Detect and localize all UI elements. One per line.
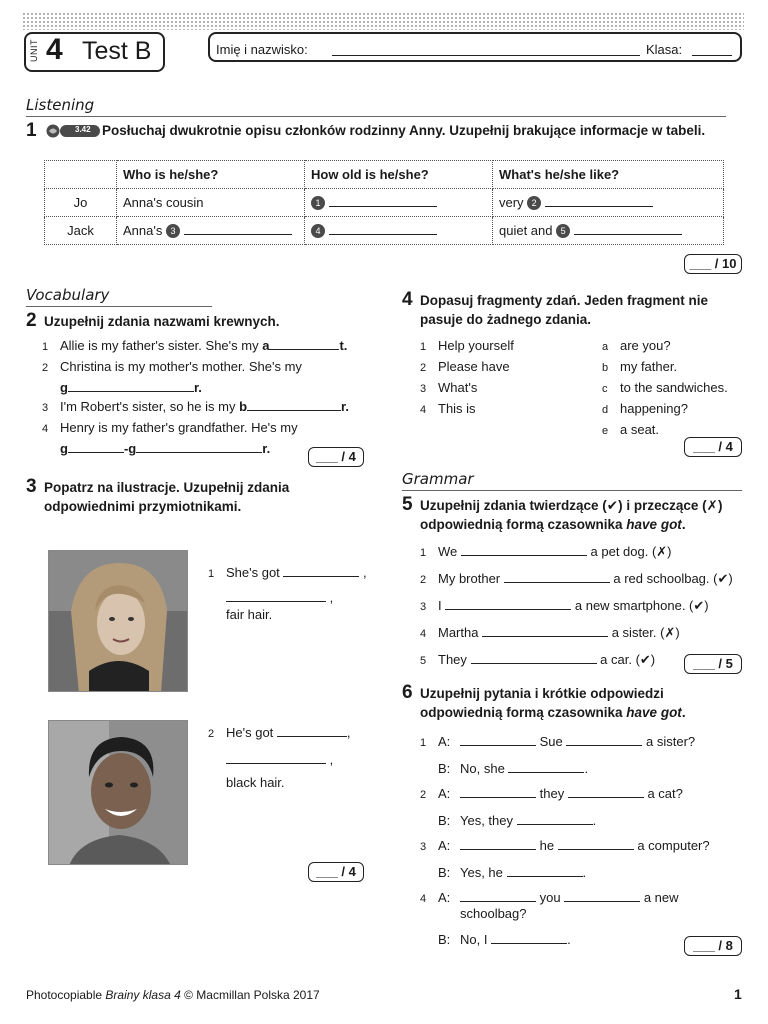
answer-blank[interactable] — [508, 761, 584, 773]
row-age — [305, 189, 493, 217]
item-number: 4 — [420, 404, 427, 416]
item-text-end: a new smartphone. (✔) — [574, 598, 709, 613]
answer-blank[interactable] — [504, 571, 610, 583]
q5-instruction-line1: Uzupełnij zdania twierdzące (✔) i przeczące (✗) — [420, 498, 723, 513]
answer-blank[interactable] — [329, 223, 437, 235]
answer-blank[interactable] — [329, 195, 437, 207]
answer-blank[interactable] — [568, 786, 644, 798]
q3-item2-line2 — [226, 750, 333, 769]
q3-item2-tail: black hair. — [226, 775, 285, 790]
item-number: 3 — [42, 402, 49, 414]
q3-number: 3 — [26, 476, 37, 497]
answer-blank[interactable] — [564, 890, 640, 902]
item-number: 2 — [42, 362, 49, 374]
item-text: Christina is my mother's mother. She's my — [60, 359, 302, 374]
item-text: Yes, they — [460, 813, 514, 828]
item-mid-letter: -g — [123, 441, 137, 456]
item-comma: , — [363, 565, 367, 580]
item-number: 1 — [420, 737, 427, 749]
item-text: They — [438, 652, 467, 667]
answer-blank[interactable] — [277, 725, 347, 737]
item-number: 3 — [420, 601, 427, 613]
q3-instruction-line1: Popatrz na ilustracje. Uzupełnij zdania — [44, 480, 290, 495]
list-item — [420, 620, 733, 647]
speaker-a: A: — [438, 786, 451, 801]
answer-blank[interactable] — [136, 441, 262, 453]
table-corner — [45, 161, 117, 189]
answer-number-badge: 5 — [556, 224, 570, 238]
answer-blank[interactable] — [269, 338, 339, 350]
q4-instruction-line2: pasuje do żadnego zdania. — [420, 312, 592, 327]
item-number: 2 — [420, 789, 427, 801]
list-item: B: Yes, he . — [420, 860, 710, 885]
item-letter: a — [602, 341, 609, 353]
q5-instruction-text: odpowiednią formą czasownika — [420, 517, 627, 532]
answer-blank[interactable] — [574, 223, 682, 235]
answer-blank[interactable] — [545, 195, 653, 207]
q3-item1-tail: fair hair. — [226, 607, 273, 622]
answer-blank[interactable] — [517, 813, 593, 825]
table-header-who: Who is he/she? — [117, 161, 305, 189]
q2-list — [42, 336, 372, 458]
row-age — [305, 217, 493, 245]
q5-instruction — [420, 496, 722, 534]
item-number: 2 — [420, 362, 427, 374]
answer-blank[interactable] — [558, 838, 634, 850]
header-dots — [22, 12, 744, 30]
speaker-a: A: — [438, 838, 451, 853]
item-text: they — [539, 786, 565, 801]
q4-number: 4 — [402, 289, 413, 310]
grammar-divider — [402, 490, 742, 491]
item-text-end: a car. (✔) — [600, 652, 656, 667]
speaker-a: A: — [438, 734, 451, 749]
item-letter: e — [602, 425, 609, 437]
answer-blank[interactable] — [460, 838, 536, 850]
q4-instruction-line1: Dopasuj fragmenty zdań. Jeden fragment nie — [420, 293, 709, 308]
list-item — [420, 593, 733, 620]
unit-label: UNIT — [29, 39, 39, 62]
table-header-age: How old is he/she? — [305, 161, 493, 189]
track-number: 3.42 — [75, 125, 91, 134]
item-comma: , — [329, 590, 334, 605]
item-text: My brother — [438, 571, 501, 586]
item-letter: d — [602, 404, 609, 416]
table-header-like: What's he/she like? — [493, 161, 724, 189]
q6-instruction-line2 — [420, 703, 686, 722]
item-start-letter: g — [60, 380, 68, 395]
item-end-letter: t. — [339, 338, 348, 353]
list-item-cont — [42, 378, 372, 397]
footer-copyright — [26, 988, 320, 1002]
q6-instruction-period: . — [681, 705, 686, 720]
item-end-letter: r. — [193, 380, 202, 395]
class-field[interactable] — [692, 55, 732, 56]
q4-left-list — [420, 336, 514, 420]
item-number: 4 — [420, 628, 427, 640]
answer-number-badge: 1 — [311, 196, 325, 210]
q5-list — [420, 539, 733, 674]
item-text: happening? — [620, 401, 688, 416]
item-start-letter: a — [262, 338, 270, 353]
item-text: Yes, he — [460, 865, 503, 880]
item-comma: , — [346, 725, 351, 740]
list-item — [602, 378, 728, 399]
item-text: I — [438, 598, 442, 613]
answer-blank[interactable] — [226, 752, 326, 764]
list-item — [420, 566, 733, 593]
answer-blank[interactable] — [247, 399, 341, 411]
list-item — [420, 729, 710, 756]
row-name: Jack — [45, 217, 117, 245]
item-text-end: a new — [643, 890, 679, 905]
list-item — [420, 378, 514, 399]
row-who — [117, 217, 305, 245]
answer-blank[interactable] — [68, 441, 124, 453]
item-text: We — [438, 544, 458, 559]
q6-number: 6 — [402, 682, 413, 703]
item-text: Sue — [539, 734, 563, 749]
item-text-end: a sister? — [646, 734, 696, 749]
answer-blank[interactable] — [283, 565, 359, 577]
list-item — [420, 781, 710, 808]
q2-number: 2 — [26, 310, 37, 331]
item-text: No, I — [460, 932, 488, 947]
list-item — [602, 336, 728, 357]
row-who: Anna's cousin — [117, 189, 305, 217]
item-text: he — [539, 838, 555, 853]
answer-blank[interactable] — [460, 786, 536, 798]
answer-blank[interactable] — [461, 544, 587, 556]
vocabulary-heading: Vocabulary — [26, 286, 110, 304]
item-number: 3 — [420, 383, 427, 395]
listening-divider — [26, 116, 726, 117]
item-text-end: a cat? — [647, 786, 683, 801]
item-text-end: a pet dog. (✗) — [590, 544, 672, 559]
answer-blank[interactable] — [471, 652, 597, 664]
q1-score: ___ / 10 — [684, 254, 742, 274]
item-text: Henry is my father's grandfather. He's my — [60, 420, 298, 435]
q3-score: ___ / 4 — [308, 862, 364, 882]
item-text: are you? — [620, 338, 671, 353]
test-title: Test B — [82, 37, 152, 65]
item-text: Help yourself — [438, 338, 514, 353]
class-label: Klasa: — [646, 42, 683, 57]
q4-instruction — [420, 291, 708, 329]
item-number: 1 — [42, 341, 49, 353]
q3-item1 — [208, 563, 367, 584]
answer-blank[interactable] — [566, 734, 642, 746]
item-end-letter: r. — [341, 399, 350, 414]
row-like-text: very — [499, 194, 524, 210]
footer-text: Photocopiable — [26, 988, 106, 1002]
list-item — [420, 336, 514, 357]
grammar-heading: Grammar — [402, 470, 474, 488]
item-comma: , — [329, 752, 334, 767]
item-number: 1 — [208, 568, 215, 580]
list-item — [420, 833, 710, 860]
listening-table — [44, 160, 724, 245]
name-label: Imię i nazwisko: — [216, 42, 308, 57]
unit-number: 4 — [46, 33, 63, 66]
q3-instruction-line2: odpowiednimi przymiotnikami. — [44, 499, 242, 514]
answer-blank[interactable] — [460, 734, 536, 746]
item-text-end: a computer? — [637, 838, 710, 853]
item-start-letter: g — [60, 441, 68, 456]
q1-number: 1 — [26, 120, 37, 141]
q6-instruction-verb: have got — [626, 705, 682, 720]
q6-instruction-text: odpowiednią formą czasownika — [420, 705, 627, 720]
answer-number-badge: 3 — [166, 224, 180, 238]
item-text: Please have — [438, 359, 510, 374]
list-item-cont: schoolbag? — [460, 906, 527, 921]
item-number: 3 — [420, 841, 427, 853]
item-end-letter: r. — [262, 441, 271, 456]
q6-list — [420, 729, 710, 952]
row-like — [493, 217, 724, 245]
answer-blank[interactable] — [184, 223, 292, 235]
q1-instruction: Posłuchaj dwukrotnie opisu członków rodzinny Anny. Uzupełnij brakujące informacje w tabeli. — [102, 123, 706, 138]
item-number: 4 — [420, 893, 427, 905]
q6-instruction-line1: Uzupełnij pytania i krótkie odpowiedzi — [420, 686, 664, 701]
item-text-end: a red schoolbag. (✔) — [613, 571, 733, 586]
item-number: 2 — [420, 574, 427, 586]
table-row — [45, 217, 724, 245]
item-number: 1 — [420, 341, 427, 353]
q3-item2 — [208, 723, 351, 744]
q5-number: 5 — [402, 494, 413, 515]
answer-blank[interactable] — [460, 890, 536, 902]
answer-blank[interactable] — [68, 380, 194, 392]
item-text: This is — [438, 401, 476, 416]
item-text: No, she — [460, 761, 505, 776]
q6-instruction — [420, 684, 686, 722]
list-item — [420, 399, 514, 420]
list-item — [420, 539, 733, 566]
q4-score: ___ / 4 — [684, 437, 742, 457]
list-item — [602, 357, 728, 378]
audio-icon — [46, 124, 100, 141]
item-start-letter: b — [239, 399, 248, 414]
list-item: B: Yes, they . — [420, 808, 710, 833]
row-like — [493, 189, 724, 217]
vocabulary-divider — [26, 306, 212, 307]
item-text: He's got — [226, 725, 274, 740]
item-text: I'm Robert's sister, so he is my — [60, 399, 236, 414]
answer-number-badge: 2 — [527, 196, 541, 210]
name-field[interactable] — [332, 55, 640, 56]
speaker-b: B: — [438, 761, 451, 776]
item-text: a seat. — [620, 422, 660, 437]
page-number: 1 — [734, 986, 742, 1002]
list-item — [42, 418, 372, 439]
list-item — [42, 336, 372, 357]
q3-instruction — [44, 478, 289, 516]
item-text-end: a sister. (✗) — [611, 625, 680, 640]
q6-score: ___ / 8 — [684, 936, 742, 956]
q2-score: ___ / 4 — [308, 447, 364, 467]
answer-number-badge: 4 — [311, 224, 325, 238]
q4-right-list — [602, 336, 728, 441]
q5-instruction-line2 — [420, 515, 722, 534]
listening-heading: Listening — [26, 96, 95, 114]
item-number: 2 — [208, 728, 215, 740]
item-text: to the sandwiches. — [620, 380, 728, 395]
item-number: 5 — [420, 655, 427, 667]
list-item — [42, 357, 372, 378]
answer-blank[interactable] — [482, 625, 608, 637]
item-number: 1 — [420, 547, 427, 559]
row-name: Jo — [45, 189, 117, 217]
table-row — [45, 189, 724, 217]
q5-instruction-verb: have got — [626, 517, 682, 532]
footer-text-end: © Macmillan Polska 2017 — [180, 988, 320, 1002]
speaker-b: B: — [438, 813, 451, 828]
list-item: B: No, I . — [420, 927, 710, 952]
row-like-text: quiet and — [499, 222, 553, 238]
list-item — [420, 357, 514, 378]
answer-blank[interactable] — [445, 598, 571, 610]
item-text: She's got — [226, 565, 280, 580]
speaker-b: B: — [438, 865, 451, 880]
list-item — [42, 397, 372, 418]
item-letter: c — [602, 383, 608, 395]
item-text: What's — [438, 380, 478, 395]
answer-blank[interactable] — [226, 590, 326, 602]
list-item: B: No, she . — [420, 756, 710, 781]
list-item — [602, 399, 728, 420]
man-photo — [48, 720, 188, 865]
item-text: my father. — [620, 359, 678, 374]
item-text: Allie is my father's sister. She's my — [60, 338, 259, 353]
q2-instruction: Uzupełnij zdania nazwami krewnych. — [44, 314, 280, 329]
speaker-a: A: — [438, 890, 451, 905]
item-text: Martha — [438, 625, 479, 640]
item-letter: b — [602, 362, 609, 374]
item-number: 4 — [42, 423, 49, 435]
row-who-text: Anna's — [123, 222, 163, 238]
speaker-b: B: — [438, 932, 451, 947]
answer-blank[interactable] — [507, 865, 583, 877]
q5-score: ___ / 5 — [684, 654, 742, 674]
item-text: you — [539, 890, 561, 905]
woman-photo — [48, 550, 188, 692]
footer-book-title: Brainy klasa 4 — [105, 988, 181, 1002]
answer-blank[interactable] — [491, 932, 567, 944]
q5-instruction-period: . — [681, 517, 686, 532]
